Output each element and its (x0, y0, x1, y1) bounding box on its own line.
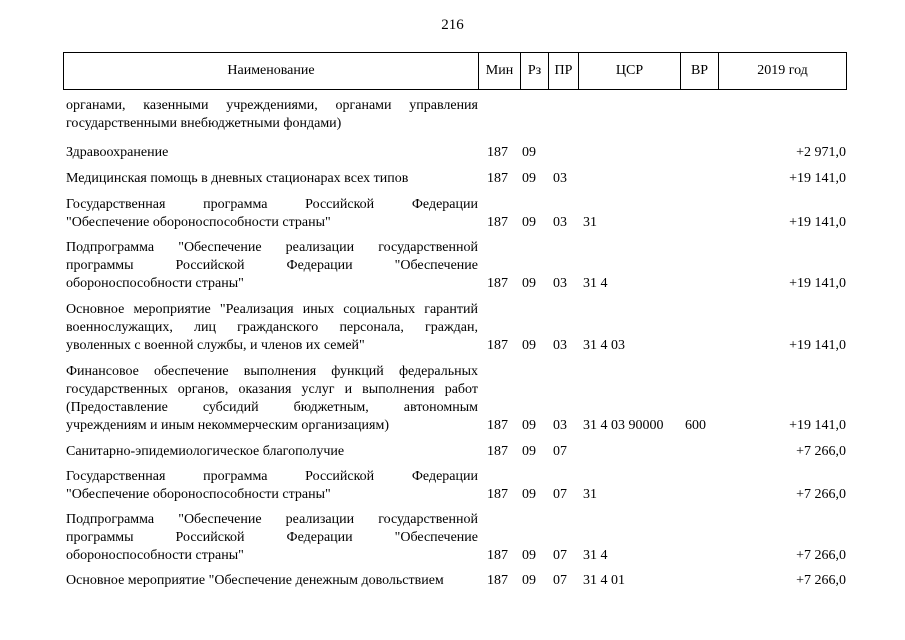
row-name-line: программы Российской Федерации "Обеспечение (66, 258, 478, 273)
row-name (66, 363, 478, 435)
row-name (66, 97, 478, 133)
row-name-line: органами, казенными учреждениями, органами управления (66, 98, 478, 113)
row-rz: 09 (522, 418, 536, 433)
table-header (63, 52, 847, 90)
row-name-line: государственных органов, оказания услуг и выполнения работ (66, 382, 478, 397)
table-row (66, 170, 849, 188)
row-rz: 09 (522, 573, 536, 588)
row-rz: 09 (522, 171, 536, 186)
row-name (66, 196, 478, 232)
row-min: 187 (487, 548, 508, 563)
row-pr: 03 (553, 171, 567, 186)
table-row (66, 196, 849, 232)
row-name (66, 511, 478, 565)
row-pr: 07 (553, 548, 567, 563)
row-name-line: Санитарно-эпидемиологическое благополучие (66, 444, 345, 459)
table-row (66, 239, 849, 293)
row-vr: 600 (685, 418, 706, 433)
row-name-line: Медицинская помощь в дневных стационарах всех типов (66, 171, 409, 186)
table-row (66, 443, 849, 461)
row-amount: +7 266,0 (796, 573, 846, 588)
row-rz: 09 (522, 548, 536, 563)
row-rz: 09 (522, 338, 536, 353)
row-amount: +7 266,0 (796, 548, 846, 563)
row-csr: 31 (583, 487, 597, 502)
row-name-line: военнослужащих, лиц гражданского персонала, граждан, (66, 320, 478, 335)
row-pr: 07 (553, 487, 567, 502)
row-min: 187 (487, 418, 508, 433)
row-name-line: Государственная программа Российской Федерации (66, 197, 478, 212)
row-amount: +19 141,0 (789, 276, 846, 291)
row-pr: 03 (553, 338, 567, 353)
row-csr: 31 4 (583, 276, 608, 291)
row-csr: 31 4 01 (583, 573, 625, 588)
row-name (66, 170, 478, 188)
row-rz: 09 (522, 145, 536, 160)
row-rz: 09 (522, 487, 536, 502)
row-min: 187 (487, 444, 508, 459)
row-name-line: учреждениям и иным некоммерческим организациям) (66, 418, 390, 433)
row-name-line: Подпрограмма "Обеспечение реализации государственной (66, 240, 478, 255)
row-amount: +19 141,0 (789, 418, 846, 433)
row-min: 187 (487, 215, 508, 230)
row-pr: 03 (553, 418, 567, 433)
row-amount: +19 141,0 (789, 171, 846, 186)
row-csr: 31 4 03 (583, 338, 625, 353)
row-amount: +7 266,0 (796, 444, 846, 459)
table-body (66, 97, 849, 590)
row-name-line: Финансовое обеспечение выполнения функций федеральных (66, 364, 478, 379)
table-row (66, 97, 849, 133)
table-row (66, 468, 849, 504)
table-row (66, 572, 849, 590)
table-row (66, 301, 849, 355)
page-number: 216 (441, 17, 464, 33)
header-csr: ЦСР (579, 53, 681, 90)
row-pr: 07 (553, 573, 567, 588)
row-amount: +2 971,0 (796, 145, 846, 160)
table-row (66, 144, 849, 162)
row-name-line: Основное мероприятие "Обеспечение денежным довольствием (66, 573, 444, 588)
row-min: 187 (487, 487, 508, 502)
row-name (66, 443, 478, 461)
header-min: Мин (479, 53, 521, 90)
header-vr: ВР (681, 53, 719, 90)
row-name-line: обороноспособности страны" (66, 548, 244, 563)
row-name-line: Государственная программа Российской Федерации (66, 469, 478, 484)
table-row (66, 511, 849, 565)
row-min: 187 (487, 276, 508, 291)
row-amount: +19 141,0 (789, 215, 846, 230)
row-name (66, 144, 478, 162)
header-year: 2019 год (719, 53, 847, 90)
row-min: 187 (487, 145, 508, 160)
row-min: 187 (487, 338, 508, 353)
row-name-line: уволенных с военной службы, и членов их семей" (66, 338, 365, 353)
row-rz: 09 (522, 276, 536, 291)
header-name: Наименование (64, 53, 479, 90)
row-csr: 31 (583, 215, 597, 230)
row-rz: 09 (522, 444, 536, 459)
row-name (66, 301, 478, 355)
row-pr: 07 (553, 444, 567, 459)
row-name (66, 572, 478, 590)
row-min: 187 (487, 171, 508, 186)
row-name-line: государственными внебюджетными фондами) (66, 116, 342, 131)
row-name-line: "Обеспечение обороноспособности страны" (66, 215, 331, 230)
row-amount: +7 266,0 (796, 487, 846, 502)
row-name (66, 239, 478, 293)
header-pr: ПР (549, 53, 579, 90)
row-pr: 03 (553, 215, 567, 230)
table-row (66, 363, 849, 435)
row-name-line: Подпрограмма "Обеспечение реализации государственной (66, 512, 478, 527)
row-name-line: Основное мероприятие "Реализация иных социальных гарантий (66, 302, 478, 317)
row-name-line: обороноспособности страны" (66, 276, 244, 291)
row-rz: 09 (522, 215, 536, 230)
header-rz: Рз (521, 53, 549, 90)
row-csr: 31 4 03 90000 (583, 418, 664, 433)
row-amount: +19 141,0 (789, 338, 846, 353)
row-pr: 03 (553, 276, 567, 291)
row-name-line: Здравоохранение (66, 145, 169, 160)
row-csr: 31 4 (583, 548, 608, 563)
row-min: 187 (487, 573, 508, 588)
row-name-line: программы Российской Федерации "Обеспечение (66, 530, 478, 545)
row-name (66, 468, 478, 504)
row-name-line: "Обеспечение обороноспособности страны" (66, 487, 331, 502)
row-name-line: (Предоставление субсидий бюджетным, автономным (66, 400, 478, 415)
